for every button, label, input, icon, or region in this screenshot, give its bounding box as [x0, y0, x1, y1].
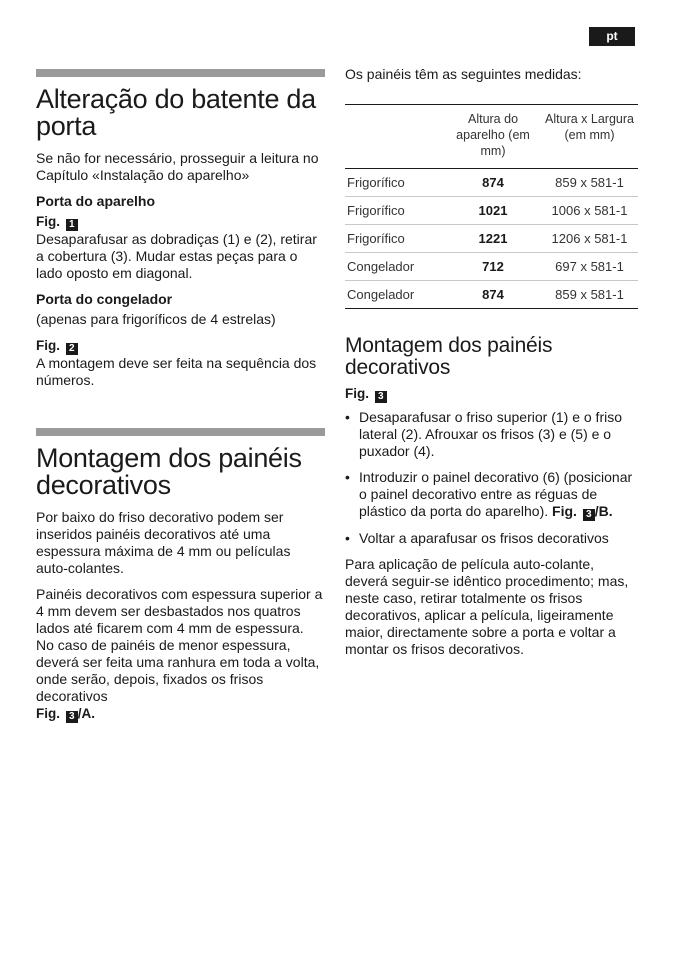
freezer-door-note: (apenas para frigoríficos de 4 estrelas) [36, 311, 276, 327]
appliance-door-text: Desaparafusar as dobradiças (1) e (2), retirar a cobertura (3). Mudar estas peças para o lado oposto em diagonal. [36, 231, 317, 281]
table-cell: 712 [445, 253, 541, 281]
list-item: • Desaparafusar o friso superior (1) e o friso lateral (2). Afrouxar os frisos (3) e (5) e o puxador (4). [345, 409, 638, 460]
mounting-steps-list [345, 409, 638, 547]
section-title-panel-mounting: Montagem dos painéis decorativos [345, 334, 553, 379]
door-reversal-intro: Se não for necessário, prosseguir a leitura no Capítulo «Instalação do aparelho» [36, 150, 319, 183]
table-cell: 697 x 581-1 [541, 253, 638, 281]
table-cell: 1206 x 581-1 [541, 225, 638, 253]
table-row [345, 281, 638, 309]
table-row [345, 253, 638, 281]
table-cell: Frigorífico [345, 197, 445, 225]
figure-number-badge: 2 [66, 343, 78, 355]
table-cell: 859 x 581-1 [541, 281, 638, 309]
figure-reference: Fig. 2 [36, 337, 325, 355]
figure-reference: Fig. 3 [345, 385, 638, 403]
list-item: • Introduzir o painel decorativo (6) (posicionar o painel decorativo entre as réguas de plástico da porta do aparelho). Fig. 3 /B. [345, 469, 638, 521]
table-intro: Os painéis têm as seguintes medidas: [345, 66, 582, 82]
figure-number-badge: 1 [66, 219, 78, 231]
adhesive-film-paragraph: Para aplicação de película auto-colante, deverá seguir-se idêntico procedimento; mas, neste caso, retirar totalmente os frisos decorativos, aplicar a película, ligeiramente maior, directamente sobre a porta e voltar a montar os frisos decorativos. [345, 556, 629, 657]
decorative-panels-para-2: Painéis decorativos com espessura superior a 4 mm devem ser desbastados nos quatros lados até ficarem com 4 mm de espessura. No caso de painéis de menor espessura, deverá ser feita uma ranhura em toda a volta, onde serão, depois, fixados os frisos decorativos [36, 586, 323, 704]
list-item: • Voltar a aparafusar os frisos decorativos [345, 530, 638, 547]
table-cell: Frigorífico [345, 169, 445, 197]
appliance-door-heading: Porta do aparelho [36, 193, 156, 209]
table-cell: Congelador [345, 253, 445, 281]
table-cell: Frigorífico [345, 225, 445, 253]
section-rule [36, 428, 325, 436]
freezer-door-heading: Porta do congelador [36, 291, 173, 307]
figure-number-badge: 3 [583, 509, 595, 521]
section-title-decorative-panels: Montagem dos painéis decorativos [36, 443, 302, 500]
table-row [345, 225, 638, 253]
figure-number-badge: 3 [375, 391, 387, 403]
figure-reference: Fig. 1 [36, 213, 325, 231]
table-cell: Congelador [345, 281, 445, 309]
table-cell: 1021 [445, 197, 541, 225]
table-row [345, 169, 638, 197]
table-header-cell [345, 105, 445, 169]
figure-reference: Fig. 3 /A. [36, 706, 96, 722]
table-row [345, 197, 638, 225]
table-header-cell: Altura x Largura (em mm) [545, 112, 634, 142]
table-header-cell: Altura do aparelho (em mm) [456, 112, 530, 158]
table-cell: 1221 [445, 225, 541, 253]
language-tag: pt [589, 27, 635, 46]
table-cell: 874 [445, 281, 541, 309]
table-cell: 859 x 581-1 [541, 169, 638, 197]
panel-dimensions-table [345, 104, 638, 309]
left-column [36, 69, 325, 723]
table-header-row [345, 105, 638, 169]
freezer-door-text: A montagem deve ser feita na sequência dos números. [36, 355, 317, 388]
right-column [345, 66, 638, 667]
decorative-panels-para-1: Por baixo do friso decorativo podem ser inseridos painéis decorativos até uma espessura máxima de 4 mm ou películas auto-colantes. [36, 509, 291, 576]
section-rule [36, 69, 325, 77]
table-cell: 1006 x 581-1 [541, 197, 638, 225]
section-title-door-reversal: Alteração do batente da porta [36, 84, 316, 141]
figure-number-badge: 3 [66, 711, 78, 723]
table-cell: 874 [445, 169, 541, 197]
